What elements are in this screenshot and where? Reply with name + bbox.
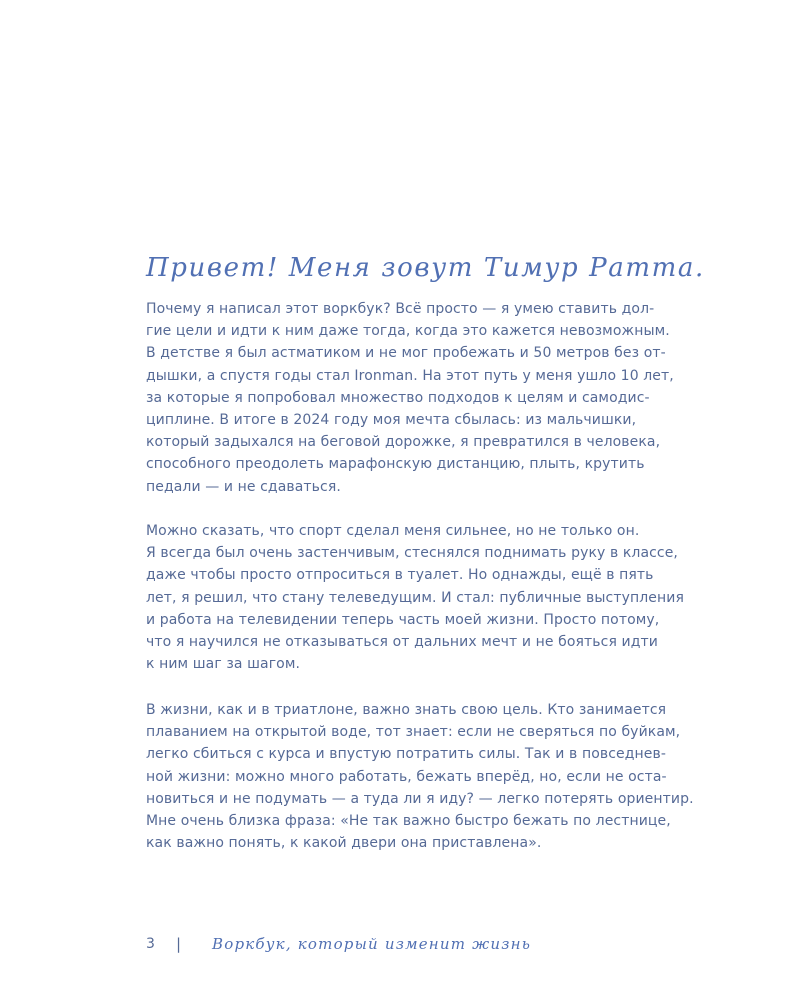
page-number: 3 <box>146 936 155 952</box>
text-line: и работа на телевидении теперь часть моей жизни. Просто потому, <box>146 611 660 628</box>
paragraph-1 <box>146 298 674 498</box>
text-line: Почему я написал этот воркбук? Всё просто — я умею ставить дол- <box>146 301 655 317</box>
text-line: В жизни, как и в триатлоне, важно знать свою цель. Кто занимается <box>146 702 667 718</box>
text-line: дышки, а спустя годы стал Ironman. На этот путь у меня ушло 10 лет, <box>146 367 674 384</box>
text-line: который задыхался на беговой дорожке, я превратился в человека, <box>146 434 661 451</box>
text-line: Мне очень близка фраза: «Не так важно быстро бежать по лестнице, <box>146 813 671 830</box>
page-heading: Привет! Меня зовут Тимур Ратта. <box>146 253 705 283</box>
text-line: Можно сказать, что спорт сделал меня сильнее, но не только он. <box>146 523 640 539</box>
text-line: к ним шаг за шагом. <box>146 656 301 673</box>
text-line: легко сбиться с курса и впустую потратить силы. Так и в повседнев- <box>146 746 666 763</box>
text-line: циплине. В итоге в 2024 году моя мечта сбылась: из мальчишки, <box>146 412 637 429</box>
paragraph-2 <box>146 520 684 675</box>
text-line: способного преодолеть марафонскую дистанцию, плыть, крутить <box>146 456 645 473</box>
text-line: Я всегда был очень застенчивым, стеснялся поднимать руку в классе, <box>146 545 678 562</box>
text-line: как важно понять, к какой двери она приставлена». <box>146 835 542 852</box>
text-line: что я научился не отказываться от дальних мечт и не бояться идти <box>146 634 658 651</box>
text-line: В детстве я был астматиком и не мог пробежать и 50 метров без от- <box>146 345 666 362</box>
footer-book-title: Воркбук, который изменит жизнь <box>212 935 532 953</box>
text-line: новиться и не подумать — а туда ли я иду? — легко потерять ориентир. <box>146 790 694 807</box>
text-line: за которые я попробовал множество подходов к целям и самодис- <box>146 389 650 406</box>
page-footer <box>146 932 531 956</box>
footer-divider: | <box>176 935 182 953</box>
paragraph-3 <box>146 699 694 854</box>
text-line: даже чтобы просто отпроситься в туалет. Но однажды, ещё в пять <box>146 567 654 584</box>
text-line: гие цели и идти к ним даже тогда, когда это кажется невозможным. <box>146 323 670 340</box>
text-line: ной жизни: можно много работать, бежать вперёд, но, если не оста- <box>146 768 667 785</box>
text-line: плаванием на открытой воде, тот знает: если не сверяться по буйкам, <box>146 724 681 741</box>
text-line: лет, я решил, что стану телеведущим. И стал: публичные выступления <box>146 589 684 606</box>
text-line: педали — и не сдаваться. <box>146 478 341 495</box>
